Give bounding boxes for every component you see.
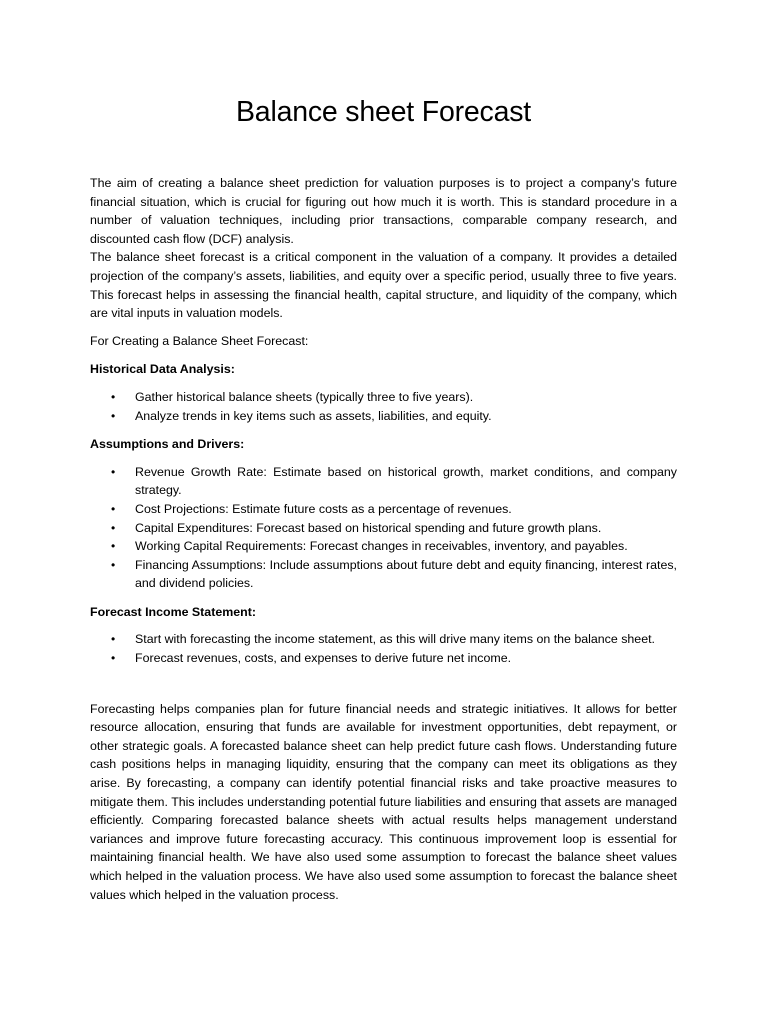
intro-block	[90, 174, 677, 323]
list-item-text: Financing Assumptions: Include assumptions about future debt and equity financing, interest rates, and dividend policies.	[135, 557, 677, 591]
bullet-list	[90, 463, 677, 593]
list-item-text: Revenue Growth Rate: Estimate based on historical growth, market conditions, and company strategy.	[135, 464, 677, 498]
closing-paragraph: Forecasting helps companies plan for future financial needs and strategic initiatives. It allows for better resource allocation, ensuring that funds are available for investment opportunities, debt repayment, or other strategic goals. A forecasted balance sheet can help predict future cash flows. Understanding future cash positions helps in managing liquidity, ensuring that the company can meet its obligations as they arise. By forecasting, a company can identify potential financial risks and take proactive measures to mitigate them. This includes understanding potential future liabilities and ensuring that assets are managed efficiently. Comparing forecasted balance sheets with actual results helps management understand variances and improve future forecasting accuracy. This continuous improvement loop is essential for maintaining financial health. We have also used some assumption to forecast the balance sheet values which helped in the valuation process. We have also used some assumption to forecast the balance sheet values which helped in the valuation process.	[90, 701, 677, 902]
list-item-text: Working Capital Requirements: Forecast changes in receivables, inventory, and payables.	[135, 539, 628, 554]
bullet-icon: •	[111, 389, 116, 404]
list-item	[90, 463, 677, 500]
list-item-text: Start with forecasting the income statement, as this will drive many items on the balance sheet.	[135, 632, 655, 647]
document-content	[90, 94, 677, 904]
list-item-text: Gather historical balance sheets (typically three to five years).	[135, 389, 474, 404]
bullet-icon: •	[111, 408, 116, 423]
list-item-text: Capital Expenditures: Forecast based on historical spending and future growth plans.	[135, 520, 602, 535]
list-item	[90, 407, 677, 426]
list-item	[90, 556, 677, 593]
list-item	[90, 519, 677, 538]
bullet-icon: •	[111, 557, 116, 572]
section-heading: Assumptions and Drivers:	[90, 437, 245, 452]
bullet-list	[90, 630, 677, 667]
section-heading: Historical Data Analysis:	[90, 362, 235, 377]
list-item	[90, 630, 677, 649]
intro-paragraph: The balance sheet forecast is a critical component in the valuation of a company. It provides a detailed projection of the company’s assets, liabilities, and equity over a specific period, usually three to five years. This forecast helps in assessing the financial health, capital structure, and liquidity of the company, which are vital inputs in valuation models.	[90, 250, 677, 321]
intro-paragraph: The aim of creating a balance sheet prediction for valuation purposes is to project a company’s future financial situation, which is crucial for figuring out how much it is worth. This is standard procedure in a number of valuation techniques, including prior transactions, comparable company research, and discounted cash flow (DCF) analysis.	[90, 176, 677, 246]
bullet-icon: •	[111, 632, 116, 647]
list-item-text: Forecast revenues, costs, and expenses to derive future net income.	[135, 651, 512, 666]
list-item	[90, 500, 677, 519]
bullet-icon: •	[111, 651, 116, 666]
list-item-text: Analyze trends in key items such as assets, liabilities, and equity.	[135, 408, 492, 423]
bullet-icon: •	[111, 539, 116, 554]
lead-in-text: For Creating a Balance Sheet Forecast:	[90, 333, 309, 348]
list-item-text: Cost Projections: Estimate future costs as a percentage of revenues.	[135, 501, 512, 516]
section-heading: Forecast Income Statement:	[90, 604, 256, 619]
bullet-icon: •	[111, 520, 116, 535]
bullet-icon: •	[111, 464, 116, 479]
document-title: Balance sheet Forecast	[235, 96, 532, 128]
list-item	[90, 388, 677, 407]
list-item	[90, 649, 677, 668]
bullet-icon: •	[111, 501, 116, 516]
list-item	[90, 537, 677, 556]
bullet-list	[90, 388, 677, 425]
